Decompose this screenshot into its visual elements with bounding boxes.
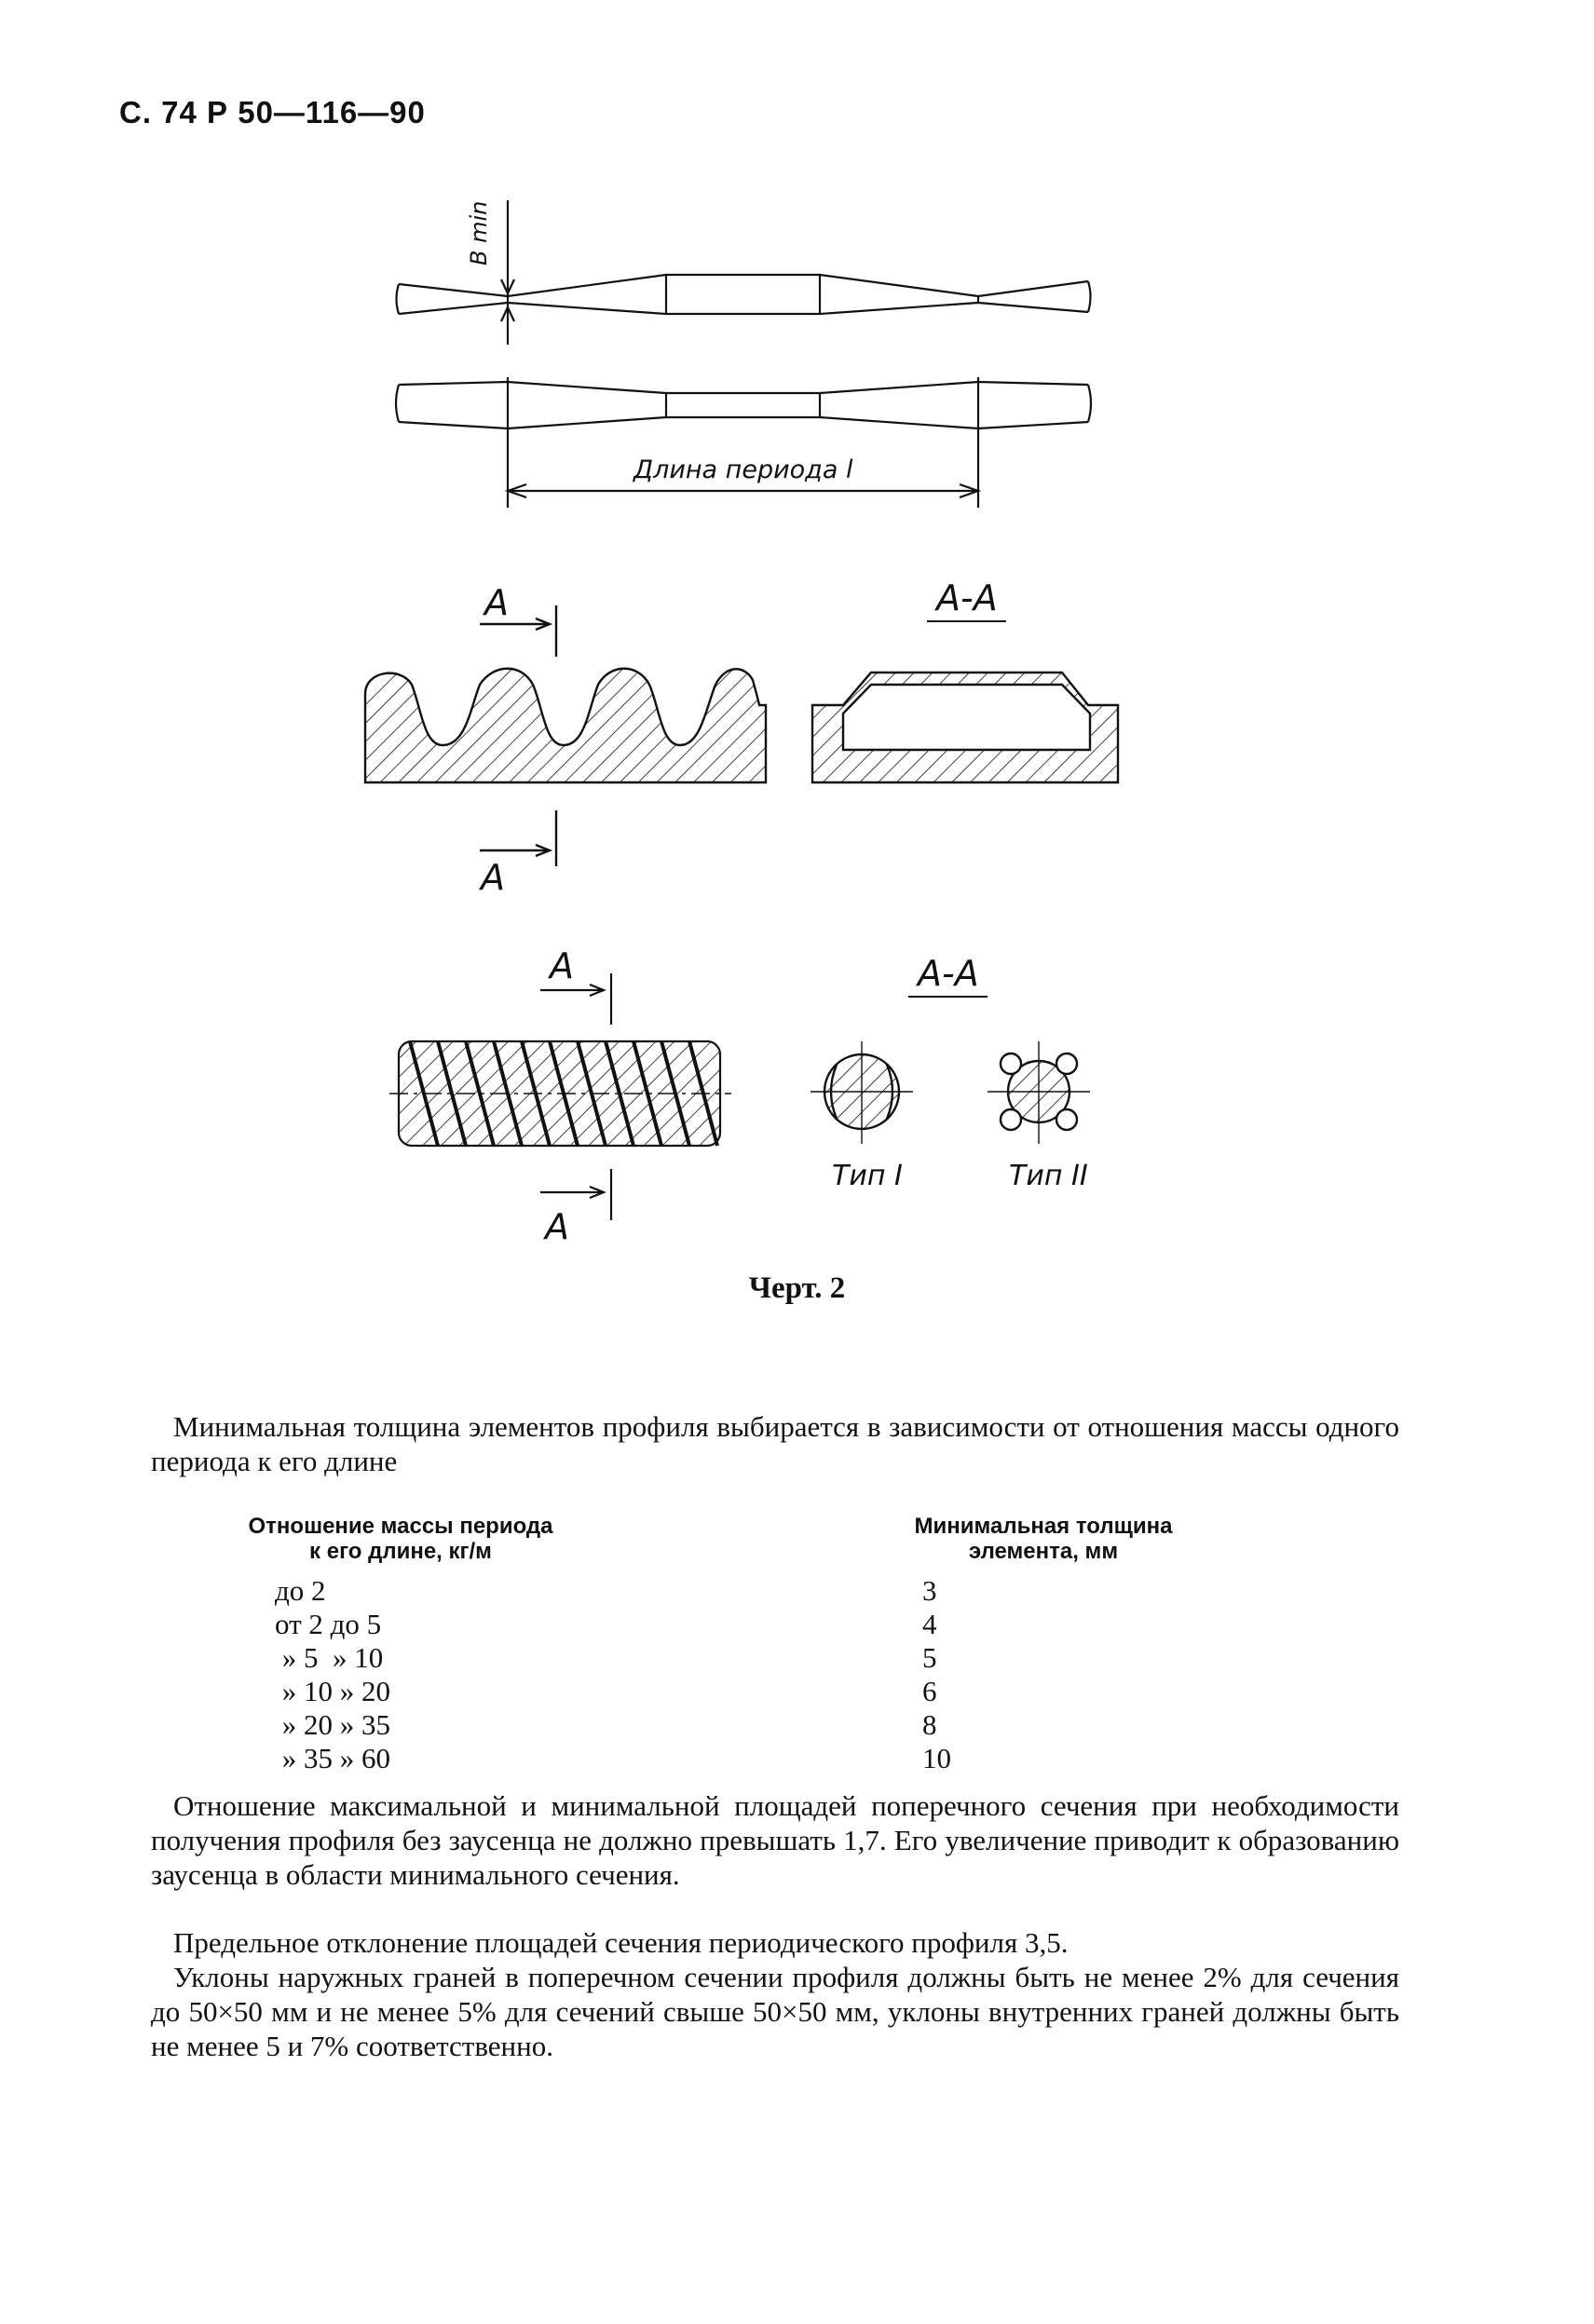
table-cell-range: от 2 до 5 — [275, 1608, 382, 1640]
section-mark-a-rod-top: А — [550, 945, 574, 986]
wavy-profile-section — [365, 605, 766, 866]
section-mark-a-top: А — [484, 582, 509, 623]
section-mark-a-rod-bottom: А — [545, 1206, 569, 1247]
page-header: С. 74 Р 50—116—90 — [119, 95, 426, 129]
table-cell-thickness: 4 — [922, 1608, 937, 1640]
bar-front-view — [396, 377, 1091, 508]
cross-section-type-2 — [988, 1041, 1090, 1144]
table-cell-range: » 20 » 35 — [275, 1708, 390, 1741]
table-header-ratio: Отношение массы периода к его длине, кг/м — [248, 1514, 553, 1564]
section-title-a-a-2: А-А — [918, 953, 979, 994]
label-b-min: B min — [466, 200, 492, 265]
paragraph-slopes: Уклоны наружных граней в поперечном сечении профиля должны быть не менее 2% для сечения до 50×50 мм и не менее 5% для сечений свыше 50×50 мм, уклоны внутренних граней должны быть не менее 5 и 7% соответственно. — [151, 1961, 1399, 2062]
table-cell-range: » 10 » 20 — [275, 1675, 390, 1707]
paragraph-deviation: Предельное отклонение площадей сечения периодического профиля 3,5. — [173, 1926, 1069, 1959]
figure-caption: Черт. 2 — [748, 1271, 846, 1305]
table-cell-thickness: 6 — [922, 1675, 937, 1707]
cross-section-type-1 — [811, 1041, 913, 1144]
table-cell-range: » 35 » 60 — [275, 1742, 390, 1774]
table-cell-thickness: 3 — [922, 1574, 937, 1607]
section-title-a-a-1: А-А — [936, 578, 998, 618]
label-type-1: Тип I — [832, 1160, 903, 1192]
intro-paragraph: Минимальная толщина элементов профиля выбирается в зависимости от отношения массы одного периода к его длине — [151, 1410, 1399, 1477]
section-mark-a-bottom: А — [481, 857, 505, 898]
label-period-length: Длина периода l — [634, 455, 853, 484]
label-type-2: Тип II — [1009, 1160, 1088, 1192]
table-cell-range: до 2 — [275, 1574, 326, 1607]
threaded-rod — [389, 973, 731, 1220]
table-cell-thickness: 10 — [922, 1742, 951, 1774]
table-cell-range: » 5 » 10 — [275, 1641, 384, 1674]
bar-top-view — [397, 200, 1091, 345]
table-cell-thickness: 8 — [922, 1708, 937, 1741]
section-a-a-rectangular — [812, 673, 1118, 782]
table-cell-thickness: 5 — [922, 1641, 937, 1674]
table-header-thickness: Минимальная толщина элемента, мм — [914, 1514, 1173, 1564]
paragraph-ratio: Отношение максимальной и минимальной площадей поперечного сечения при необходимости получения профиля без заусенца не должно превышать 1,7. Его увеличение приводит к образованию заусенца в области минимального сечения. — [151, 1789, 1399, 1891]
